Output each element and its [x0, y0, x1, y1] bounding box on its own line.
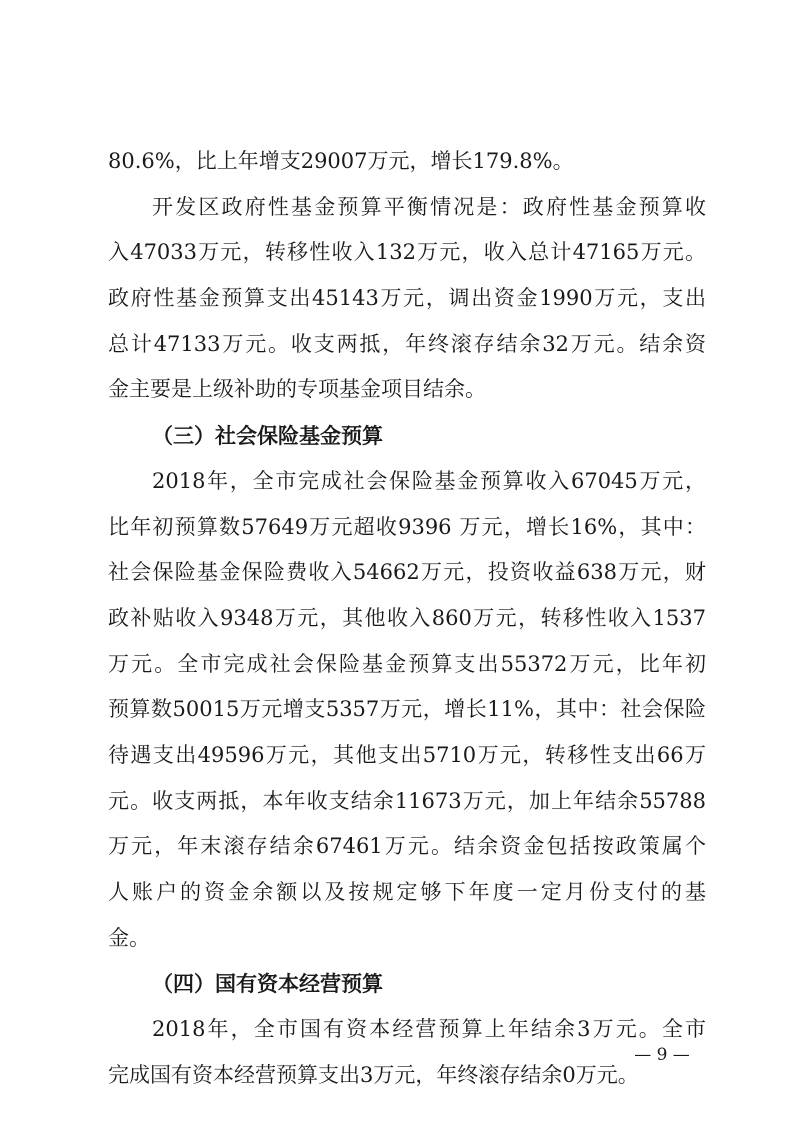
- text-line: 元。收支两抵，本年收支结余11673万元，加上年结余55788: [108, 788, 706, 813]
- text-line: 待遇支出49596万元，其他支出5710万元，转移性支出66万: [108, 742, 706, 767]
- text-line: 人账户的资金余额以及按规定够下年度一定月份支付的基: [108, 880, 706, 904]
- text-line: 完成国有资本经营预算支出3万元，年终滚存结余0万元。: [108, 1062, 639, 1087]
- text-line: 社会保险基金保险费收入54662万元，投资收益638万元，财: [108, 560, 706, 585]
- text-line: 比年初预算数57649万元超收9396 万元，增长16%，其中：: [108, 514, 706, 539]
- text-line: 2018年，全市完成社会保险基金预算收入67045万元，: [152, 468, 706, 493]
- text-line: 入47033万元，转移性收入132万元，收入总计47165万元。: [108, 240, 706, 265]
- text-line: 金主要是上级补助的专项基金项目结余。: [108, 377, 486, 402]
- document-body: [108, 139, 706, 1098]
- text-line: 政府性基金预算支出45143万元，调出资金1990万元，支出: [108, 286, 706, 311]
- section-heading: （三）社会保险基金预算: [152, 423, 383, 449]
- text-line: 金。: [108, 925, 150, 950]
- page-number: — 9 —: [634, 1045, 690, 1065]
- text-line: 预算数50015万元增支5357万元，增长11%，其中：社会保险: [108, 697, 706, 722]
- text-line: 2018年，全市国有资本经营预算上年结余3万元。全市: [152, 1017, 706, 1042]
- text-line: 政补贴收入9348万元，其他收入860万元，转移性收入1537: [108, 605, 706, 630]
- text-line: 万元。全市完成社会保险基金预算支出55372万元，比年初: [108, 651, 706, 676]
- section-heading: （四）国有资本经营预算: [152, 971, 383, 997]
- text-line: 万元，年末滚存结余67461万元。结余资金包括按政策属个: [108, 834, 706, 859]
- text-line: 总计47133万元。收支两抵，年终滚存结余32万元。结余资: [108, 331, 706, 356]
- text-line: 开发区政府性基金预算平衡情况是：政府性基金预算收: [152, 194, 706, 219]
- text-line: 80.6%，比上年增支29007万元，增长179.8%。: [108, 149, 574, 173]
